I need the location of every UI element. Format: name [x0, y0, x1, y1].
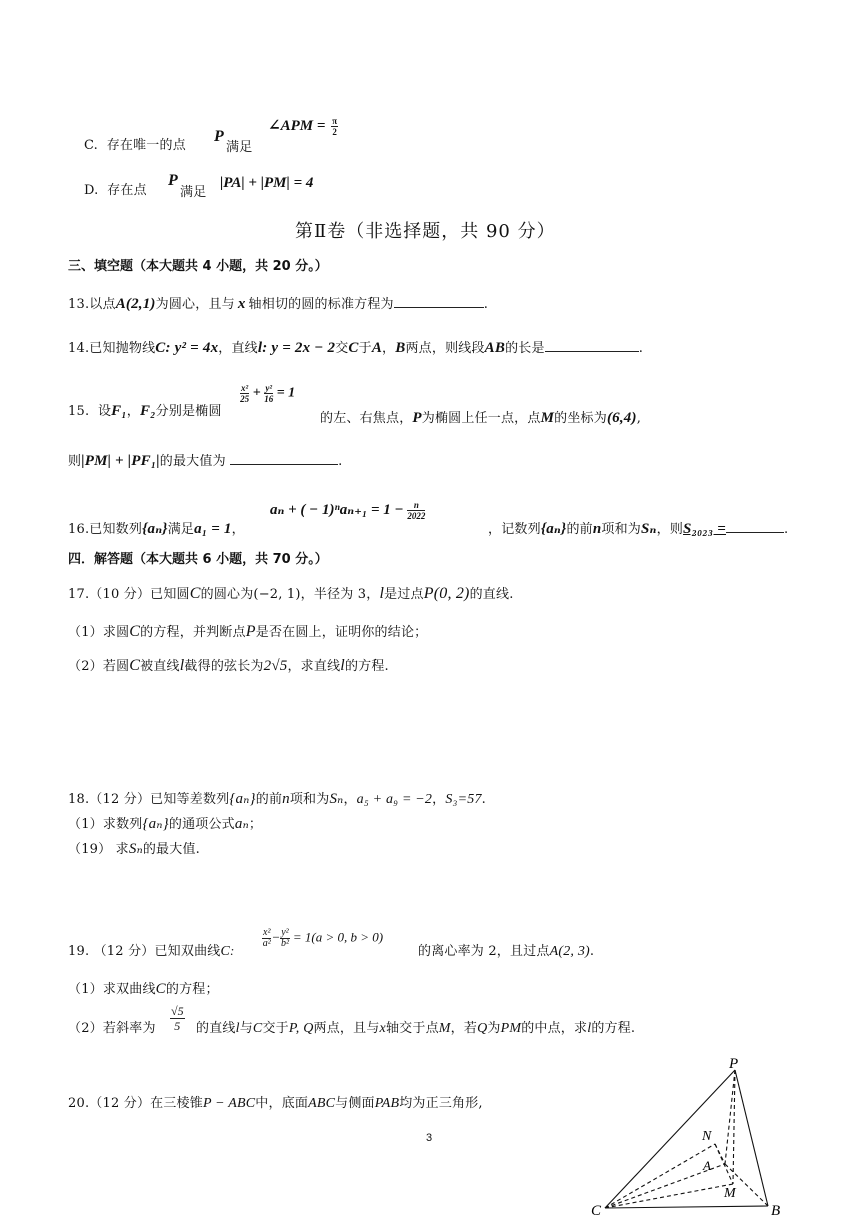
- question-15-line2: [68, 450, 342, 470]
- text: ，: [231, 522, 245, 537]
- option-label: D.: [84, 183, 99, 198]
- numerator: x²: [263, 927, 271, 938]
- text: 的方程；: [165, 982, 219, 997]
- text: 19. （12 分）已知双曲线: [68, 944, 221, 959]
- question-15: [68, 400, 222, 420]
- text: （2）若圆: [68, 659, 130, 674]
- text: 的最大值.: [142, 842, 200, 857]
- question-18-part1: [68, 813, 262, 833]
- part2-title: 第Ⅱ卷（非选择题，共 90 分）: [295, 221, 556, 242]
- var-c: C: [129, 623, 141, 640]
- text: 的方程.: [344, 659, 389, 674]
- formula: : y = 2x − 2: [262, 340, 336, 356]
- text: 中，底面: [255, 1096, 309, 1111]
- segment-ab: AB: [484, 340, 506, 356]
- point: A(2,1): [115, 296, 156, 312]
- question-16-cont: [488, 518, 788, 538]
- var-c: C: [220, 944, 231, 959]
- question-13: [68, 293, 488, 313]
- question-14: [68, 337, 643, 357]
- coordinate: (6,4): [606, 410, 637, 426]
- denominator: 2022: [407, 511, 426, 522]
- text: （1）求双曲线: [68, 982, 156, 997]
- text: 轴交于点: [385, 1021, 439, 1036]
- fraction: [407, 500, 425, 521]
- numerator: x²: [241, 383, 249, 393]
- var-c: C: [189, 585, 201, 602]
- fraction: [264, 383, 273, 404]
- text: 两点，则线段: [405, 341, 485, 356]
- question-15-cont: [320, 407, 641, 427]
- text: ，若: [450, 1021, 478, 1036]
- var-c: C: [348, 340, 359, 356]
- var-l: l: [179, 657, 185, 674]
- text: ，求直线: [287, 659, 341, 674]
- text: 截得的弦长为: [184, 659, 264, 674]
- var-n: n: [282, 791, 290, 807]
- var-x: x: [237, 296, 246, 312]
- var-a: A: [371, 340, 383, 356]
- question-number: 15.: [68, 404, 90, 419]
- text: 为: [487, 1021, 501, 1036]
- question-19-part2-cont: [196, 1017, 635, 1037]
- text: 的坐标为: [554, 411, 607, 426]
- label-a: A: [703, 1158, 711, 1173]
- text: 已知数列: [89, 522, 143, 537]
- var-b: B: [395, 340, 406, 356]
- text: 20.（12 分）在三棱锥: [68, 1096, 203, 1111]
- denominator: 5: [174, 1019, 181, 1033]
- section-4-heading: 四．解答题（本大题共 6 小题，共 70 分。）: [68, 552, 328, 567]
- section-3-heading: 三、填空题（本大题共 4 小题，共 20 分。）: [68, 259, 328, 274]
- option-c: [84, 134, 186, 153]
- triangle-abc: ABC: [308, 1096, 336, 1111]
- question-number: 13.: [68, 297, 90, 312]
- text: 两点，且与: [313, 1021, 380, 1036]
- formula-text: ∠APM =: [268, 118, 326, 134]
- var-p: P: [168, 172, 178, 189]
- edge-pb: [735, 1070, 768, 1206]
- text: 17.（10 分）已知圆: [68, 587, 190, 602]
- formula: aₙ + ( − 1)ⁿaₙ₊₁ = 1 −: [270, 502, 404, 518]
- var-n: n: [592, 521, 602, 537]
- text: 的直线.: [469, 587, 514, 602]
- text: 的通项公式: [168, 817, 235, 832]
- question-19-part2: [68, 1017, 156, 1036]
- option-text: 存在唯一的点: [106, 138, 186, 153]
- edge-cn: [605, 1144, 715, 1208]
- text: 的中点，求: [521, 1021, 588, 1036]
- question-number: 14.: [68, 341, 90, 356]
- numerator: √5: [171, 1004, 184, 1018]
- var-l: l: [257, 340, 263, 356]
- option-text: 存在点: [107, 183, 147, 198]
- text: 项和为: [601, 522, 641, 537]
- tetrahedron-figure: [585, 1052, 790, 1216]
- var-c: C: [155, 340, 166, 356]
- numerator: n: [407, 500, 425, 511]
- text: ；: [248, 817, 263, 832]
- segment-pm: PM: [500, 1021, 522, 1036]
- answer-blank[interactable]: [726, 520, 784, 533]
- text: ，: [126, 404, 140, 419]
- text: .: [589, 944, 595, 959]
- angle-formula: [268, 116, 338, 137]
- var-q: Q: [477, 1021, 488, 1036]
- option-d: [84, 179, 147, 198]
- value: 2√5: [263, 658, 288, 674]
- text: （19） 求: [68, 842, 129, 857]
- formula: a₅ + a₉ = −2: [356, 792, 433, 807]
- formula: S₃=57: [445, 792, 482, 807]
- var-m: M: [438, 1021, 451, 1036]
- text: 与: [239, 1021, 253, 1036]
- fraction: [280, 928, 289, 949]
- text: ,: [636, 411, 642, 426]
- equals: = 1(a > 0, b > 0): [292, 929, 384, 945]
- text: 于: [358, 341, 372, 356]
- text: .: [638, 341, 644, 356]
- text: 设: [97, 404, 112, 419]
- minus: −: [271, 929, 281, 945]
- edge-cb: [605, 1206, 768, 1208]
- text: 的圆心为(−2, 1)，半径为 3，: [200, 587, 380, 602]
- var-c: C: [129, 657, 141, 674]
- fraction: [240, 383, 249, 404]
- text: 的方程，并判断点: [140, 625, 246, 640]
- question-17-part2: [68, 655, 389, 675]
- label-m: M: [724, 1186, 736, 1201]
- text: 轴相切的圆的标准方程为: [248, 297, 394, 312]
- text: ，直线: [218, 341, 258, 356]
- text: 为椭圆上任一点，点: [421, 411, 541, 426]
- label-p: P: [729, 1056, 739, 1072]
- formula: a₁ = 1: [194, 521, 232, 537]
- var-x: x: [379, 1021, 386, 1036]
- text: 的长是: [505, 341, 545, 356]
- var-s2023: S₂₀₂₃ =: [683, 521, 726, 537]
- plus: +: [252, 385, 261, 401]
- question-17: [68, 583, 514, 603]
- ellipse-equation: [240, 383, 295, 404]
- text: 的前: [255, 792, 283, 807]
- var-l: l: [340, 657, 345, 674]
- var-sn: Sₙ: [329, 791, 344, 807]
- text: .: [338, 454, 343, 469]
- option-label: C.: [84, 138, 99, 153]
- text: ，: [382, 341, 396, 356]
- var-f2: F₂: [140, 403, 156, 419]
- hyperbola-equation: [262, 928, 383, 949]
- fraction: [331, 116, 338, 137]
- text: ，则: [656, 522, 684, 537]
- var-l: l: [235, 1021, 240, 1036]
- text: 的最大值为: [159, 454, 226, 469]
- sequence: {aₙ}: [229, 791, 256, 807]
- var-an: aₙ: [234, 816, 249, 832]
- text: （1）求圆: [68, 625, 130, 640]
- question-18-part2: [68, 838, 200, 858]
- text: 的前: [566, 522, 593, 537]
- option-text: 满足: [226, 140, 253, 155]
- denominator: 2: [332, 127, 337, 138]
- text: （1）求数列: [68, 817, 143, 832]
- text: .: [481, 792, 487, 807]
- text: 已知抛物线: [89, 341, 156, 356]
- text: ，记数列: [488, 522, 541, 537]
- text: .: [784, 522, 789, 537]
- text: 满足: [167, 522, 195, 537]
- var-p: P: [412, 410, 422, 426]
- text: .: [483, 297, 489, 312]
- text: ，: [343, 792, 357, 807]
- expression: |PM| + |PF₁|: [81, 453, 160, 469]
- option-text: 满足: [180, 185, 207, 200]
- point: P(0, 2): [423, 585, 470, 602]
- text: 项和为: [289, 792, 330, 807]
- page-number: 3: [426, 1132, 433, 1144]
- question-19: [68, 940, 235, 960]
- recurrence-formula: [270, 500, 425, 521]
- answer-blank[interactable]: [394, 295, 484, 308]
- text: （2）若斜率为: [68, 1021, 156, 1036]
- text: 则: [68, 454, 82, 469]
- var-p: P: [245, 623, 256, 640]
- numerator: y²: [281, 927, 289, 938]
- edge-na: [715, 1144, 725, 1164]
- text: 分别是椭圆: [155, 404, 222, 419]
- answer-blank[interactable]: [545, 339, 639, 352]
- var-l: l: [379, 585, 385, 602]
- colon: :: [230, 943, 235, 958]
- denominator: b²: [280, 938, 289, 949]
- formula: P − ABC: [202, 1096, 256, 1111]
- label-c: C: [591, 1203, 602, 1216]
- text: 18.（12 分）已知等差数列: [68, 792, 230, 807]
- text: 以点: [89, 297, 116, 312]
- question-18: [68, 788, 486, 808]
- text: 的离心率为 2，且过点: [418, 944, 550, 959]
- denominator: a²: [262, 938, 271, 949]
- formula: : y² = 4x: [165, 340, 219, 356]
- text: 为圆心，且与: [155, 297, 235, 312]
- text: 是否在圆上，证明你的结论；: [255, 625, 428, 640]
- sequence: {aₙ}: [540, 521, 567, 537]
- var-c: C: [252, 1021, 263, 1036]
- points: P, Q: [288, 1021, 314, 1036]
- label-b: B: [771, 1203, 781, 1216]
- text: 被直线: [140, 659, 180, 674]
- var-m: M: [540, 410, 555, 426]
- var-l: l: [587, 1021, 592, 1036]
- sequence: {aₙ}: [142, 816, 169, 832]
- text: 与侧面: [335, 1096, 375, 1111]
- text: 交: [335, 341, 349, 356]
- denominator: 25: [240, 394, 250, 404]
- question-20: [68, 1092, 483, 1112]
- numerator: y²: [265, 383, 273, 393]
- point: A(2, 3): [549, 944, 590, 959]
- text: 是过点: [384, 587, 424, 602]
- question-19-cont: [418, 940, 594, 960]
- answer-blank[interactable]: [230, 452, 338, 465]
- formula: |PA| + |PM| = 4: [220, 175, 314, 191]
- var-sn: Sₙ: [641, 521, 657, 537]
- var-sn: Sₙ: [128, 841, 143, 857]
- text: 的左、右焦点，: [320, 411, 413, 426]
- triangle-pab: PAB: [374, 1096, 400, 1111]
- question-16: [68, 518, 245, 538]
- fraction: [170, 1004, 185, 1033]
- text: 的方程.: [591, 1021, 636, 1036]
- text: 交于: [262, 1021, 289, 1036]
- text: 的直线: [196, 1021, 236, 1036]
- slope-fraction: [170, 1004, 185, 1033]
- var-f1: F₁: [111, 403, 127, 419]
- var-p: P: [214, 128, 224, 145]
- question-number: 16.: [68, 522, 90, 537]
- equals: = 1: [276, 385, 296, 401]
- text: ，: [432, 792, 446, 807]
- numerator: π: [332, 116, 338, 127]
- text: 均为正三角形,: [399, 1096, 483, 1111]
- question-19-part1: [68, 978, 219, 998]
- label-n: N: [702, 1129, 712, 1144]
- sequence: {aₙ}: [142, 521, 168, 537]
- question-17-part1: [68, 621, 427, 641]
- denominator: 16: [264, 394, 274, 404]
- edge-nm: [715, 1144, 733, 1184]
- var-c: C: [155, 981, 166, 997]
